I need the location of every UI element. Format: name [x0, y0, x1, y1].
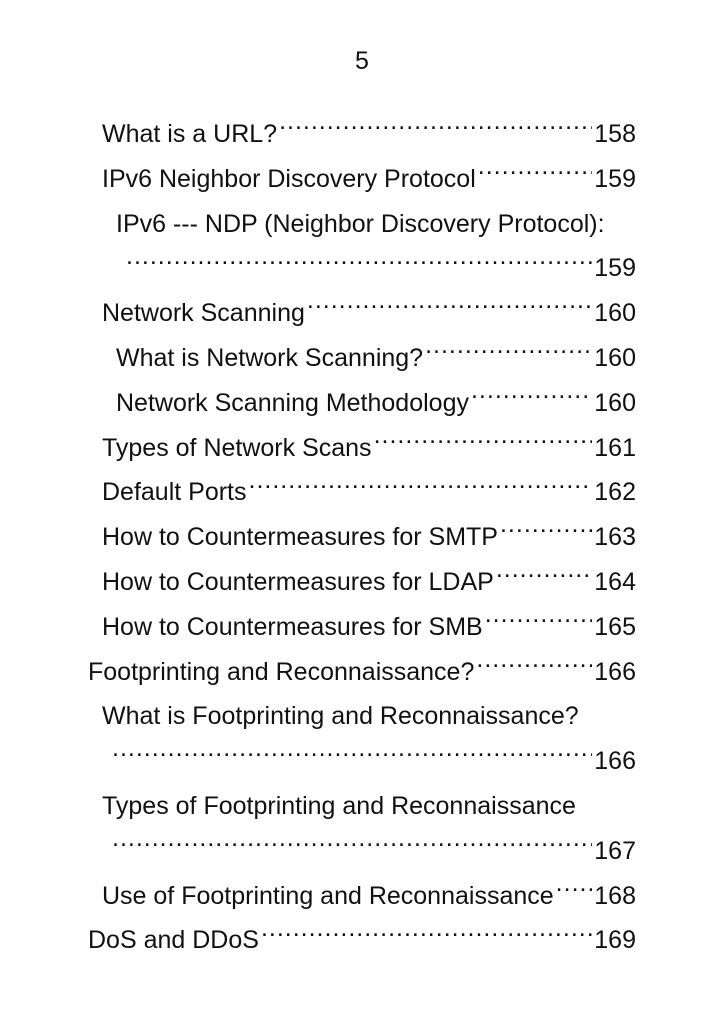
toc-entry[interactable] [0, 112, 724, 157]
toc-entry-title: Footprinting and Reconnaissance? [88, 657, 475, 686]
toc-entry-page: 168 [594, 881, 636, 910]
toc-entry-title: What is a URL? [102, 120, 278, 148]
toc-entry[interactable] [0, 918, 724, 963]
toc-entry[interactable] [0, 470, 724, 515]
dot-leader [112, 744, 592, 769]
dot-leader [478, 162, 593, 187]
dot-leader [485, 610, 593, 635]
toc-entry[interactable] [0, 874, 724, 919]
toc-entry[interactable] [0, 515, 724, 560]
dot-leader [425, 341, 592, 366]
dot-leader [112, 834, 592, 859]
dot-leader [556, 879, 593, 904]
toc-entry[interactable] [0, 650, 724, 695]
dot-leader [261, 923, 592, 948]
dot-leader [126, 251, 592, 276]
toc-entry-page: 163 [594, 523, 636, 552]
toc-entry-page: 158 [594, 120, 636, 148]
toc-entry-title: How to Countermeasures for LDAP [102, 567, 494, 596]
toc-entry-title: Network Scanning Methodology [116, 388, 469, 417]
toc-entry-page: 166 [594, 747, 636, 776]
toc-entry-title: Use of Footprinting and Reconnaissance [102, 881, 554, 910]
dot-leader [471, 386, 592, 411]
toc-entry-page: 167 [594, 836, 636, 865]
toc-entry-page: 159 [594, 254, 636, 283]
toc-entry[interactable] [0, 291, 724, 336]
toc-entry-page: 160 [594, 388, 636, 417]
toc-entry[interactable] [0, 157, 724, 202]
table-of-contents [0, 112, 724, 963]
toc-entry-title: Default Ports [102, 478, 247, 507]
toc-entry-title: Types of Network Scans [102, 433, 372, 462]
toc-entry-page: 160 [594, 299, 636, 328]
toc-entry[interactable] [0, 694, 724, 784]
toc-entry-page: 159 [594, 164, 636, 193]
toc-entry[interactable] [0, 605, 724, 650]
page-number: 5 [355, 47, 369, 75]
toc-entry-title: What is Network Scanning? [116, 343, 424, 372]
toc-entry-page: 165 [594, 612, 636, 641]
dot-leader [500, 520, 592, 545]
dot-leader [307, 296, 592, 321]
toc-entry-page: 164 [594, 567, 636, 596]
toc-entry-title: IPv6 Neighbor Discovery Protocol [102, 164, 476, 193]
dot-leader [249, 475, 593, 500]
dot-leader [279, 117, 592, 142]
toc-entry-title: IPv6 --- NDP (Neighbor Discovery Protocol): [116, 209, 605, 238]
toc-entry[interactable] [0, 560, 724, 605]
toc-entry-page: 161 [594, 433, 636, 462]
toc-entry-title: How to Countermeasures for SMB [102, 612, 483, 641]
dot-leader [476, 655, 592, 680]
toc-entry-page: 169 [594, 926, 636, 955]
dot-leader [374, 431, 593, 456]
toc-entry-title: Types of Footprinting and Reconnaissance [102, 791, 576, 820]
toc-entry-page: 160 [594, 343, 636, 372]
toc-entry[interactable] [0, 202, 724, 292]
toc-entry-page: 166 [594, 657, 636, 686]
dot-leader [496, 565, 592, 590]
toc-entry-page: 162 [594, 478, 636, 507]
toc-entry[interactable] [0, 784, 724, 874]
toc-entry[interactable] [0, 336, 724, 381]
toc-entry-title: What is Footprinting and Reconnaissance? [102, 702, 579, 731]
toc-entry-title: Network Scanning [102, 299, 305, 328]
toc-entry[interactable] [0, 426, 724, 471]
toc-entry[interactable] [0, 381, 724, 426]
toc-entry-title: How to Countermeasures for SMTP [102, 523, 498, 552]
toc-entry-title: DoS and DDoS [88, 926, 259, 955]
